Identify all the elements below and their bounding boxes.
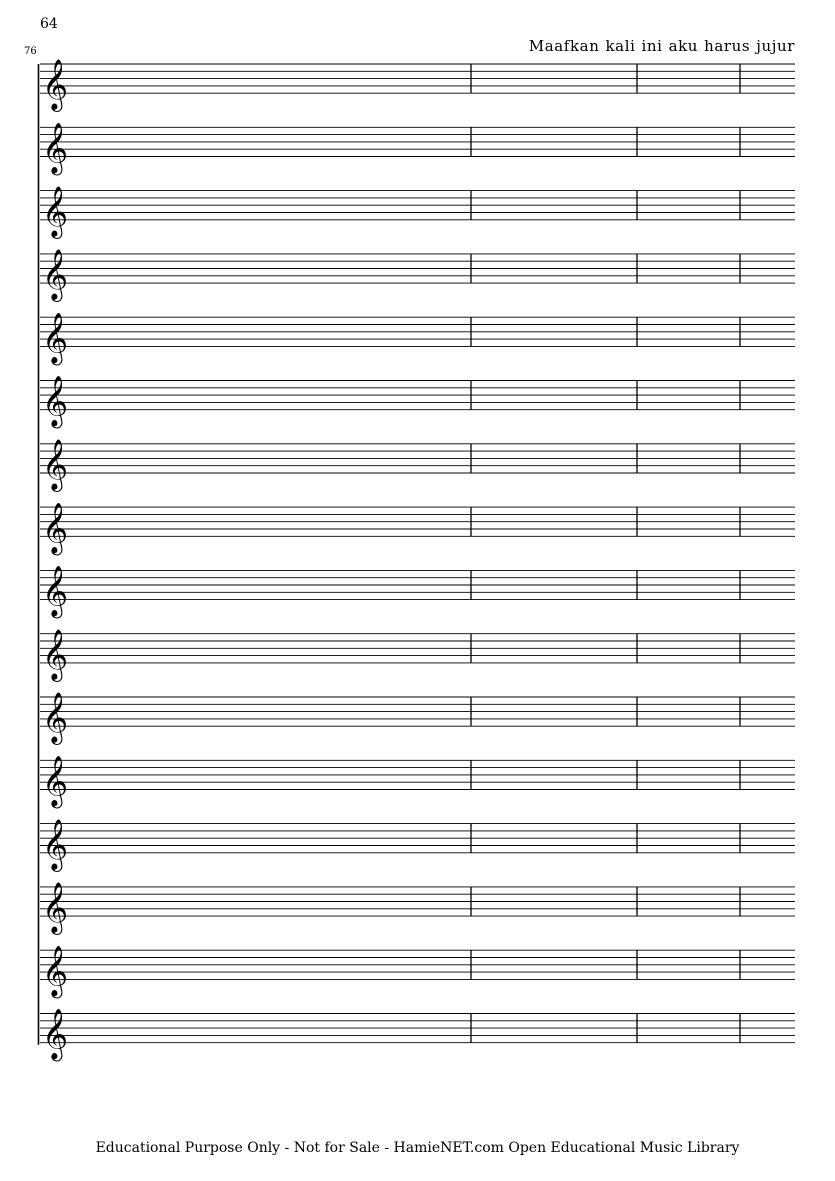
measure-number: 76: [24, 46, 37, 57]
lyric-word: aku: [668, 37, 699, 55]
staff: [40, 249, 795, 302]
staff: [40, 439, 795, 492]
staff: [40, 502, 795, 555]
footer-notice: Educational Purpose Only - Not for Sale - HamieNET.com Open Educational Music Library: [95, 1140, 740, 1156]
staff: [40, 186, 795, 239]
staff: [40, 312, 795, 365]
treble-clef-icon: 𝄞: [42, 375, 69, 427]
staff: [40, 1009, 795, 1062]
page-number: 64: [40, 16, 58, 32]
lyric-word: jujur: [756, 37, 795, 55]
lyric-word: kali: [605, 37, 636, 55]
lyric-word: Maafkan: [528, 37, 600, 55]
treble-clef-icon: 𝄞: [42, 755, 69, 807]
treble-clef-icon: 𝄞: [42, 59, 69, 111]
treble-clef-icon: 𝄞: [42, 439, 69, 490]
treble-clef-icon: 𝄞: [42, 692, 69, 744]
treble-clef-icon: 𝄞: [42, 945, 69, 997]
treble-clef-icon: 𝄞: [42, 565, 69, 617]
staff: [40, 692, 795, 745]
staff: [40, 376, 795, 429]
treble-clef-icon: 𝄞: [42, 628, 69, 680]
treble-clef-icon: 𝄞: [42, 502, 69, 554]
treble-clef-icon: 𝄞: [42, 249, 69, 301]
staff: [40, 123, 795, 176]
lyric-word: ini: [641, 37, 663, 55]
treble-clef-icon: 𝄞: [42, 818, 69, 870]
staff: [40, 882, 795, 935]
staff: [40, 819, 795, 872]
treble-clef-icon: 𝄞: [42, 185, 69, 237]
staff: [40, 59, 795, 112]
treble-clef-icon: 𝄞: [42, 1008, 69, 1060]
treble-clef-icon: 𝄞: [42, 882, 69, 934]
staff: [40, 756, 795, 809]
lyric-word: harus: [704, 37, 751, 55]
treble-clef-icon: 𝄞: [42, 312, 69, 364]
treble-clef-icon: 𝄞: [42, 122, 69, 174]
staff: [40, 945, 795, 998]
staff: [40, 566, 795, 619]
staff: [40, 629, 795, 682]
